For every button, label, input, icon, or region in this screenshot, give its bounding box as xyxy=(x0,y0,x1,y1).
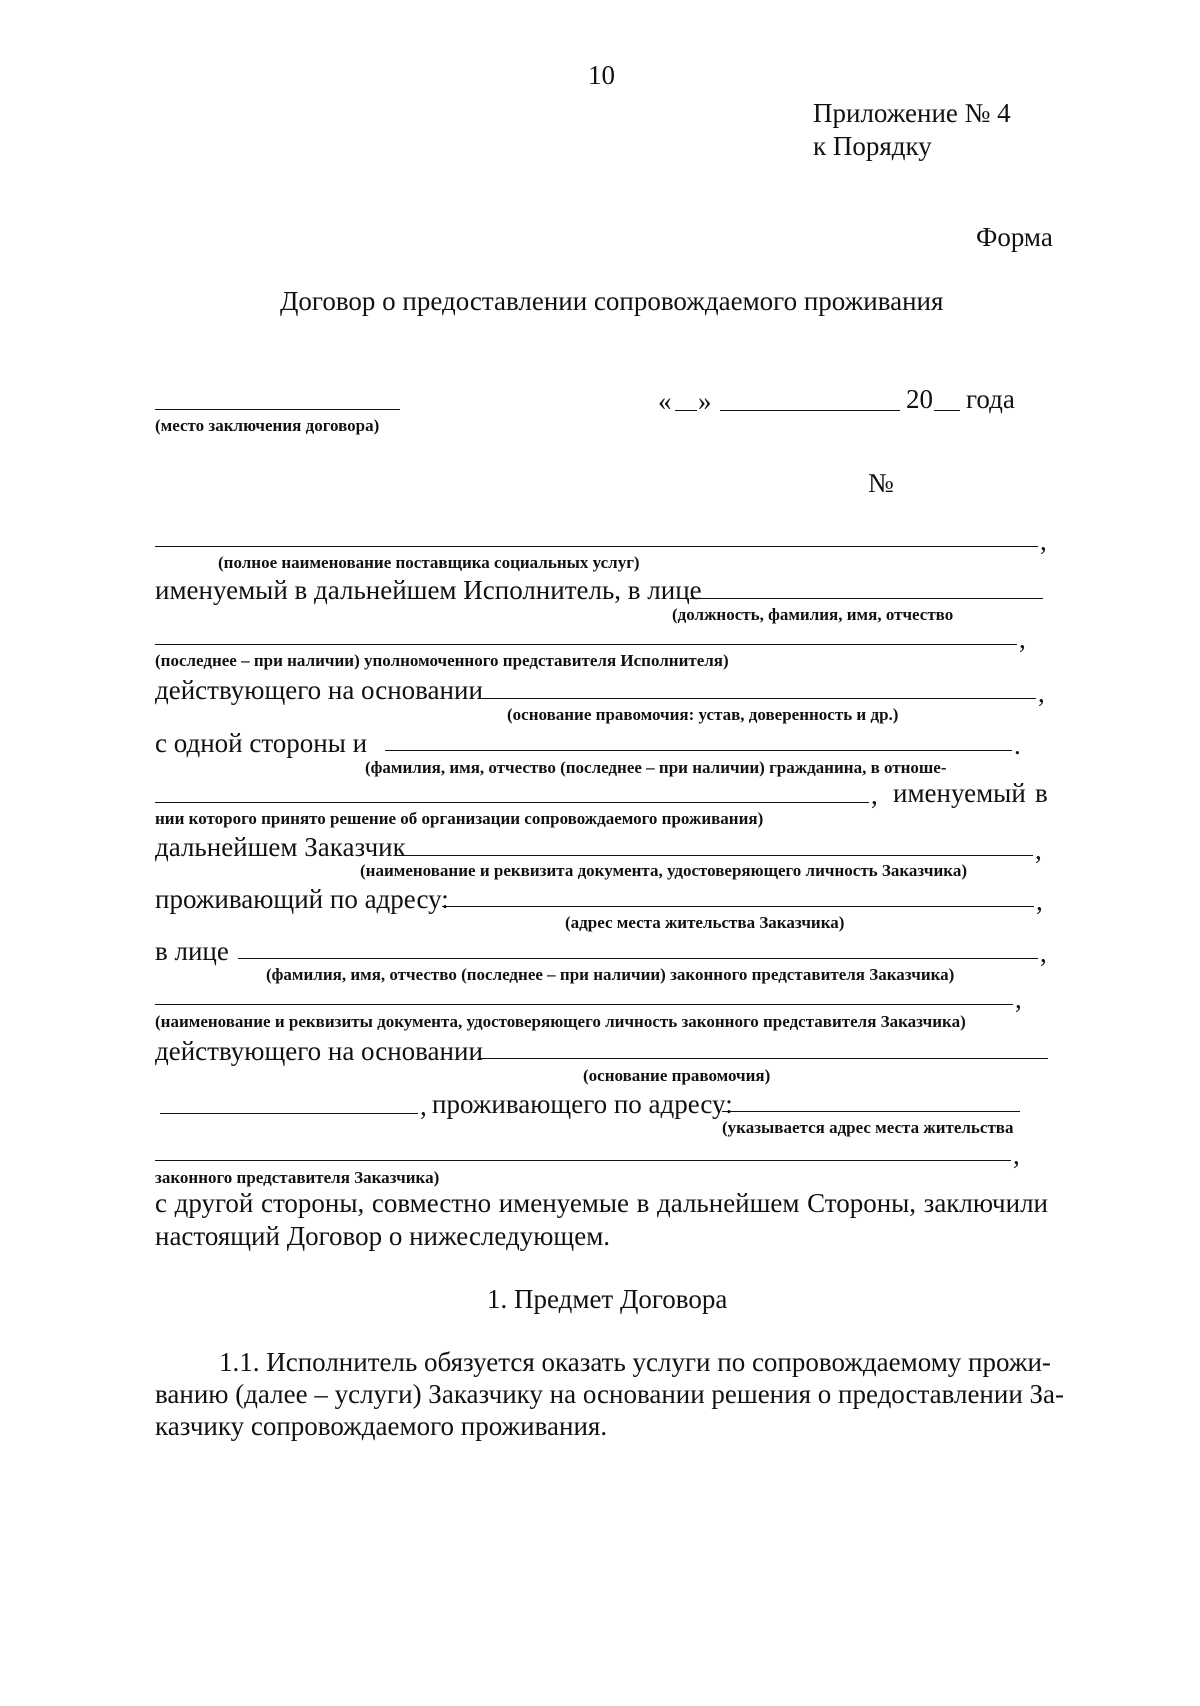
citizen-line-2 xyxy=(155,802,869,803)
living-at-text: проживающий по адресу: xyxy=(155,884,449,914)
executor-rep-caption: (последнее – при наличии) уполномоченного представителя Исполнителя) xyxy=(155,651,729,670)
place-line xyxy=(155,409,400,410)
comma: , xyxy=(1035,835,1042,865)
basis-line-2 xyxy=(478,1058,1048,1059)
paragraph-line-2: ванию (далее – услуги) Заказчику на основании решения о предоставлении За- xyxy=(155,1379,1065,1409)
page-number: 10 xyxy=(588,60,615,90)
citizen-caption-2: нии которого принято решение об организации сопровождаемого проживания) xyxy=(155,809,764,828)
rep-address-line xyxy=(722,1111,1020,1112)
basis-caption-2: (основание правомочия) xyxy=(583,1066,771,1085)
year-prefix: 20 xyxy=(906,384,933,414)
period: . xyxy=(1014,730,1021,760)
paragraph-line-3: казчику сопровождаемого проживания. xyxy=(155,1411,608,1441)
paragraph-line-1: 1.1. Исполнитель обязуется оказать услуги по сопровождаемому прожи- xyxy=(219,1347,1051,1377)
comma: , xyxy=(1036,886,1043,916)
date-open-quote: « xyxy=(658,386,672,416)
one-side-text: с одной стороны и xyxy=(155,728,368,758)
legal-rep-doc-line xyxy=(155,1004,1013,1005)
executor-rep-line xyxy=(155,644,1017,645)
customer-doc-caption: (наименование и реквизита документа, удостоверяющего личность Заказчика) xyxy=(360,861,967,880)
basis-caption: (основание правомочия: устав, доверенность и др.) xyxy=(507,705,899,724)
further-customer-text: дальнейшем Заказчик xyxy=(155,832,406,862)
living-at-text-2: проживающего по адресу: xyxy=(432,1089,733,1119)
appendix-line-1: Приложение № 4 xyxy=(813,98,1011,128)
number-sign: № xyxy=(868,468,894,498)
legal-rep-line xyxy=(238,958,1038,959)
executor-person-line xyxy=(690,598,1043,599)
comma: , xyxy=(1038,678,1045,708)
appendix-line-2: к Порядку xyxy=(813,131,932,161)
acting-basis-text-2: действующего на основании xyxy=(155,1036,483,1066)
rep-address-caption-1: (указывается адрес места жительства xyxy=(722,1118,1014,1137)
day-line xyxy=(675,410,697,411)
customer-address-caption: (адрес места жительства Заказчика) xyxy=(565,913,845,932)
provider-line xyxy=(155,546,1038,547)
comma: , xyxy=(1013,1140,1020,1170)
citizen-caption-1: (фамилия, имя, отчество (последнее – при наличии) гражданина, в отноше- xyxy=(365,758,947,777)
year-suffix: года xyxy=(966,384,1015,414)
named-executor-text: именуемый в дальнейшем Исполнитель, в лице xyxy=(155,575,702,605)
in-word: в xyxy=(1035,778,1048,808)
comma: , xyxy=(1019,624,1026,654)
closing-line-1: с другой стороны, совместно именуемые в дальнейшем Стороны, заключили xyxy=(155,1188,1048,1218)
customer-address-line xyxy=(442,906,1034,907)
comma: , xyxy=(420,1091,427,1121)
citizen-line xyxy=(385,750,1012,751)
named-word: именуемый xyxy=(893,778,1026,808)
month-line xyxy=(720,410,900,411)
comma: , xyxy=(1015,984,1022,1014)
date-close-quote: » xyxy=(698,386,712,416)
legal-rep-caption: (фамилия, имя, отчество (последнее – при наличии) законного представителя Заказчика) xyxy=(266,965,955,984)
closing-line-2: настоящий Договор о нижеследующем. xyxy=(155,1221,611,1251)
rep-name-line xyxy=(160,1113,418,1114)
rep-address-caption-2: законного представителя Заказчика) xyxy=(155,1168,440,1187)
year-line xyxy=(934,410,960,411)
place-caption: (место заключения договора) xyxy=(155,416,380,435)
provider-caption: (полное наименование поставщика социальных услуг) xyxy=(218,553,640,572)
executor-person-caption: (должность, фамилия, имя, отчество xyxy=(672,605,954,624)
section-heading: 1. Предмет Договора xyxy=(487,1284,728,1314)
comma: , xyxy=(1040,526,1047,556)
comma: , xyxy=(871,780,878,810)
customer-doc-line xyxy=(397,855,1033,856)
rep-address-line-2 xyxy=(155,1160,1011,1161)
legal-rep-doc-caption: (наименование и реквизиты документа, удостоверяющего личность законного представителя Заказчика) xyxy=(155,1012,966,1031)
comma: , xyxy=(1040,938,1047,968)
in-person-text: в лице xyxy=(155,936,229,966)
acting-basis-text: действующего на основании xyxy=(155,675,483,705)
form-label: Форма xyxy=(976,222,1053,252)
basis-line xyxy=(478,698,1036,699)
document-title: Договор о предоставлении сопровождаемого проживания xyxy=(280,286,944,316)
